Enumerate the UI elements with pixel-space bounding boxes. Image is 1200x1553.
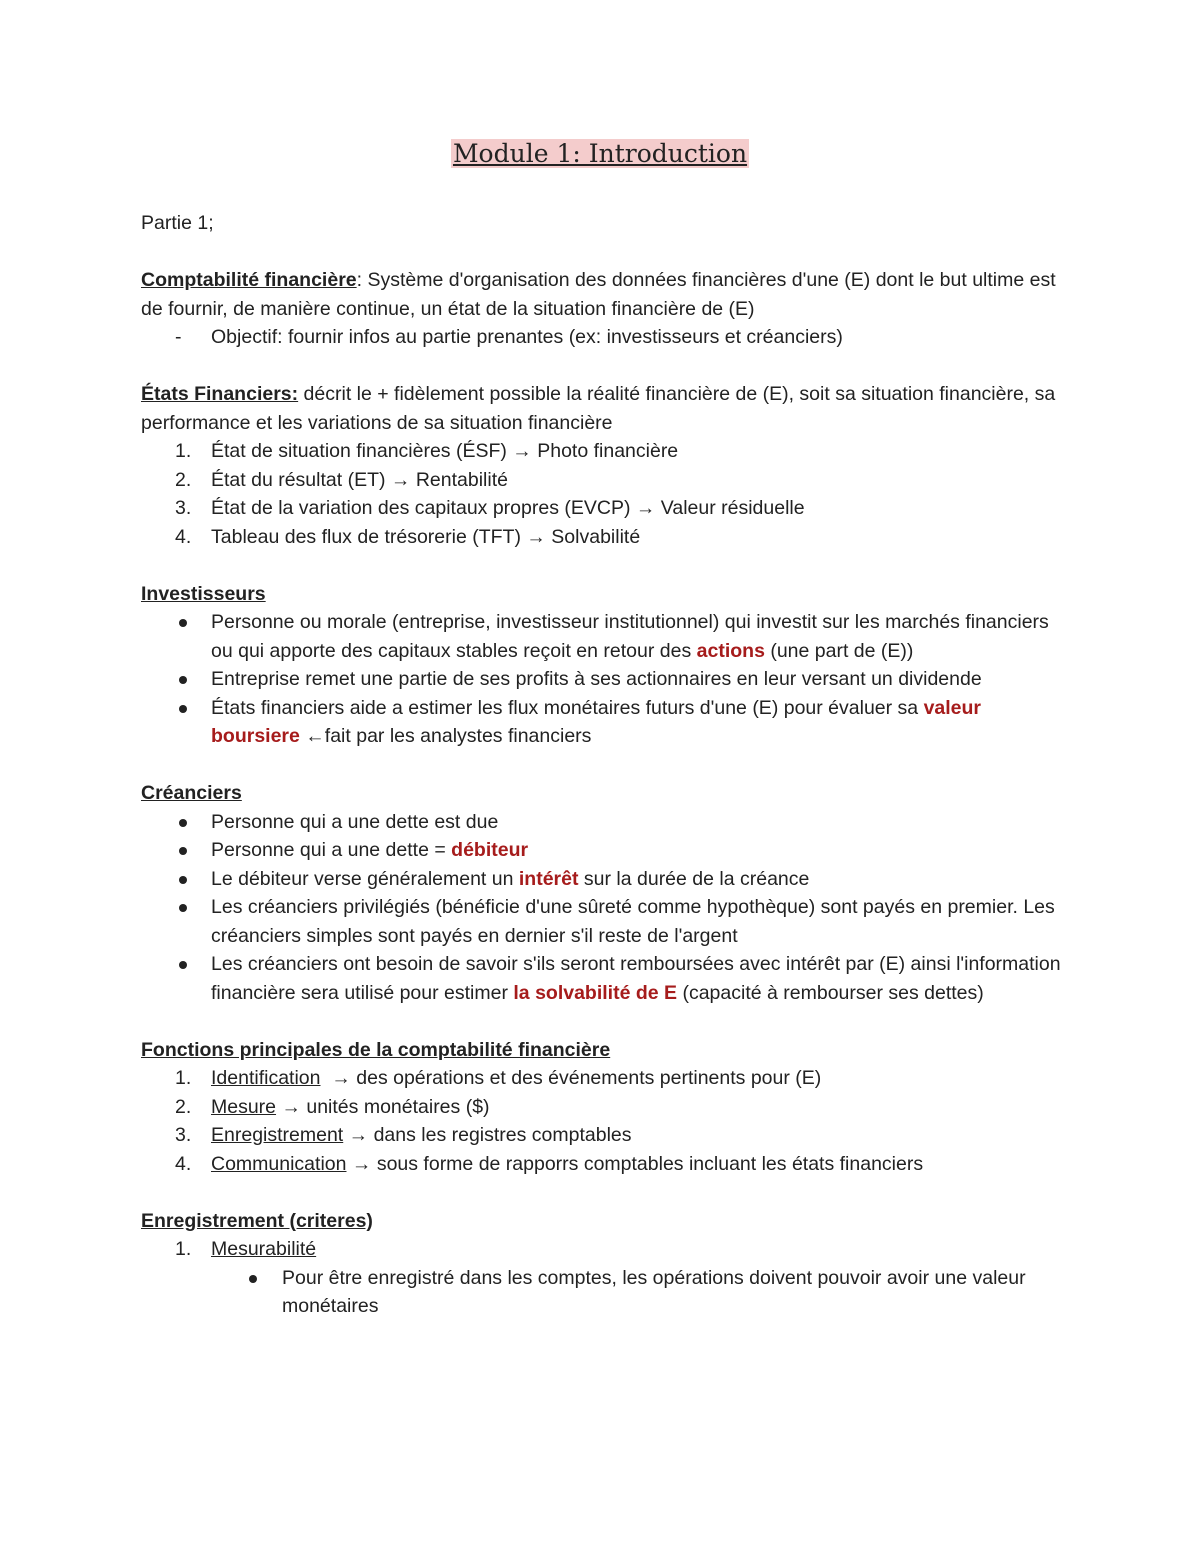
document-body <box>141 209 1071 1321</box>
list-item <box>141 523 1071 552</box>
bullet-icon <box>179 676 187 684</box>
highlight-term: intérêt <box>518 867 579 890</box>
bullet-icon <box>179 961 187 969</box>
function-term: Enregistrement <box>211 1124 344 1146</box>
bullet-text: ←fait par les analystes financiers <box>299 725 592 747</box>
title-text: Module 1: Introduction <box>452 139 748 168</box>
bullet-text: Pour être enregistré dans les comptes, les opérations doivent pouvoir avoir une valeur monétaires <box>282 1266 1026 1317</box>
bullet-text: États financiers aide a estimer les flux monétaires futurs d'une (E) pour évaluer sa <box>211 696 924 719</box>
bullet-text: Les créanciers ont besoin de savoir s'ils seront remboursées avec intérêt par (E) ainsi l'information financière sera utilisé pour estimer <box>211 953 1061 1004</box>
list-item-text: → unités monétaires ($) <box>276 1095 490 1118</box>
etats-financiers-definition <box>141 380 1071 437</box>
list-item <box>141 323 1071 352</box>
list-marker: 1. <box>175 1067 192 1089</box>
bullet-item <box>141 836 1071 865</box>
bullet-text: Personne qui a une dette = <box>211 839 452 861</box>
list-item-text: État de situation financières (ÉSF) → Photo financière <box>211 440 679 462</box>
list-item-text: État du résultat (ET) → Rentabilité <box>211 468 508 491</box>
bullet-icon <box>179 847 187 855</box>
bullet-icon <box>179 705 187 713</box>
highlight-term: débiteur <box>451 839 529 861</box>
criterion-term: Mesurabilité <box>211 1238 317 1260</box>
bullet-item <box>141 865 1071 894</box>
section-heading: États Financiers: <box>141 383 299 405</box>
list-marker: 1. <box>175 440 192 462</box>
list-item <box>141 1093 1071 1122</box>
bullet-text: Le débiteur verse généralement un <box>211 867 519 890</box>
list-item-text: → des opérations et des événements pertinents pour (E) <box>320 1067 822 1089</box>
list-item-text: → dans les registres comptables <box>343 1124 632 1146</box>
list-item <box>141 1064 1071 1093</box>
list-marker: 4. <box>175 1152 192 1175</box>
bullet-item <box>141 808 1071 837</box>
bullet-item <box>141 608 1071 665</box>
bullet-text: (une part de (E)) <box>764 639 914 662</box>
list-item-text: Tableau des flux de trésorerie (TFT) → Solvabilité <box>211 525 641 548</box>
section-heading: Fonctions principales de la comptabilité financière <box>141 1038 611 1061</box>
list-item <box>141 1235 1071 1264</box>
list-marker: 3. <box>175 497 192 519</box>
list-item <box>141 466 1071 495</box>
bullet-icon <box>179 876 187 884</box>
partie-label: Partie 1; <box>141 212 214 234</box>
section-heading: Investisseurs <box>141 582 266 605</box>
list-item <box>141 494 1071 523</box>
bullet-icon <box>179 819 187 827</box>
list-item-text: Objectif: fournir infos au partie prenantes (ex: investisseurs et créanciers) <box>211 326 843 348</box>
bullet-icon <box>179 904 187 912</box>
bullet-text: Entreprise remet une partie de ses profits à ses actionnaires en leur versant un dividende <box>211 668 982 690</box>
list-marker: 3. <box>175 1124 192 1146</box>
section-heading: Enregistrement (criteres) <box>141 1209 373 1232</box>
list-item-text: → sous forme de rapporrs comptables incluant les états financiers <box>346 1152 924 1175</box>
section-heading: Comptabilité financière <box>141 269 357 291</box>
list-item <box>141 1150 1071 1179</box>
section-heading: Créanciers <box>141 782 242 804</box>
bullet-item <box>141 950 1071 1007</box>
bullet-text: Personne ou morale (entreprise, investisseur institutionnel) qui investit sur les marchés financiers ou qui apporte des capitaux stables reçoit en retour des <box>211 611 1049 662</box>
function-term: Communication <box>211 1152 347 1175</box>
bullet-text: (capacité à rembourser ses dettes) <box>677 981 984 1004</box>
definition-text: : Système d'organisation des données financières d'une (E) dont le but ultime est de fournir, de manière continue, un état de la situation financière de (E) <box>141 269 1056 320</box>
page-title <box>0 138 1200 170</box>
bullet-text: Les créanciers privilégiés (bénéficie d'une sûreté comme hypothèque) sont payés en premier. Les créanciers simples sont payés en dernier s'il reste de l'argent <box>211 896 1055 947</box>
bullet-icon <box>179 619 187 627</box>
list-item-text: État de la variation des capitaux propres (EVCP) → Valeur résiduelle <box>211 497 805 519</box>
highlight-term: valeur boursiere <box>211 696 982 747</box>
list-item <box>141 1121 1071 1150</box>
definition-text: décrit le + fidèlement possible la réalité financière de (E), soit sa situation financière, sa performance et les variations de sa situation financière <box>141 383 1056 434</box>
highlight-term: la solvabilité de E <box>513 981 678 1004</box>
highlight-term: actions <box>696 639 765 662</box>
bullet-item <box>141 694 1071 751</box>
list-marker: 2. <box>175 468 192 491</box>
sub-bullet-item <box>141 1264 1071 1321</box>
function-term: Mesure <box>211 1095 277 1118</box>
bullet-text: Personne qui a une dette est due <box>211 810 499 833</box>
list-marker: 2. <box>175 1095 192 1118</box>
list-item <box>141 437 1071 466</box>
list-marker: 1. <box>175 1238 192 1260</box>
bullet-icon <box>249 1275 257 1283</box>
bullet-text: sur la durée de la créance <box>578 867 810 890</box>
list-marker: - <box>175 326 182 348</box>
function-term: Identification <box>211 1067 321 1089</box>
bullet-item <box>141 893 1071 950</box>
comptabilite-definition <box>141 266 1071 323</box>
list-marker: 4. <box>175 525 192 548</box>
bullet-item <box>141 665 1071 694</box>
